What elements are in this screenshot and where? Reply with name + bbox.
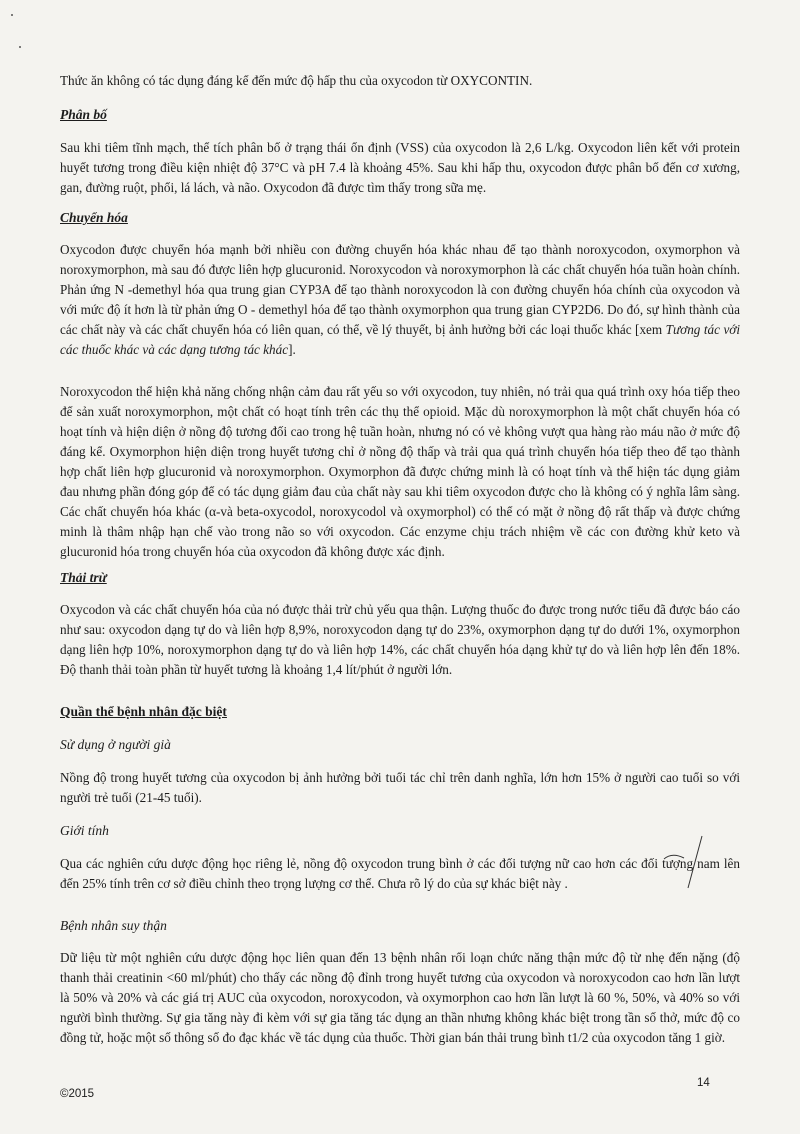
subheading-elderly: Sử dụng ở người già — [60, 737, 171, 752]
section-heading-distribution: Phân bố — [60, 107, 107, 122]
section-heading-metabolism: Chuyển hóa — [60, 210, 128, 225]
elderly-paragraph: Nồng độ trong huyết tương của oxycodon bị ảnh hưởng bởi tuổi tác chỉ trên danh nghĩa, lớn hơn 15% ở người cao tuổi so với người trẻ tuổi (21-45 tuổi). — [60, 770, 740, 805]
renal-paragraph: Dữ liệu từ một nghiên cứu dược động học liên quan đến 13 bệnh nhân rối loạn chức năng thận mức độ từ nhẹ đến nặng (độ thanh thải creatinin <60 ml/phút) cho thấy các nồng độ đỉnh trong huyết tương của oxycodon và noroxycodon cao hơn lần lượt là 50% và 20% và các giá trị AUC của oxycodon, noroxycodon, và oxymorphon cao hơn lần lượt là 60 %, 50%, và 40% so với người bình thường. Sự gia tăng này đi kèm với sự gia tăng tác dụng an thần nhưng không khác biệt trong tần số thở, mức độ co đồng tử, hoặc một số thông số đo đạc khác về tác dụng của thuốc. Thời gian bán thải trung bình t1/2 của oxycodon tăng 1 giờ. — [60, 950, 740, 1045]
section-heading-elimination: Thải trừ — [60, 570, 107, 585]
subheading-renal: Bệnh nhân suy thận — [60, 918, 167, 933]
elimination-paragraph: Oxycodon và các chất chuyển hóa của nó được thải trừ chủ yếu qua thận. Lượng thuốc đo được trong nước tiểu đã được báo cáo như sau: oxycodon dạng tự do và liên hợp 8,9%, noroxycodon dạng tự do 23%, oxymorphon dạng tự do dưới 1%, oxymorphon dạng liên hợp 10%, noroxymorphon dạng tự do và liên hợp 14%, các chất chuyển hóa dạng khử tự do và liên hợp lên đến 18%. Độ thanh thải toàn phần từ huyết tương là khoảng 1,4 lít/phút ở người lớn. — [60, 602, 740, 677]
intro-text: Thức ăn không có tác dụng đáng kể đến mức độ hấp thu của oxycodon từ OXYCONTIN. — [60, 73, 533, 88]
metabolism-paragraph-2: Noroxycodon thể hiện khả năng chống nhận cảm đau rất yếu so với oxycodon, tuy nhiên, nó trải qua quá trình oxy hóa tiếp theo để sản xuất noroxymorphon, một chất có hoạt tính trên các thụ thể opioid. Mặc dù noroxymorphon là một chất chuyển hóa có hoạt tính và hiện diện ở nồng độ tương đối cao trong hệ tuần hoàn, nhưng nó có vẻ không vượt qua hàng rào máu não ở mức độ đáng kể. Oxymorphon hiện diện trong huyết tương chỉ ở nồng độ thấp và trải qua quá trình chuyển hóa tiếp theo để tạo thành hợp chất liên hợp glucuronid và noroxymorphon. Oxymorphon đã được chứng minh là có hoạt tính và thể hiện tác dụng giảm đau nhưng phần đóng góp để có tác dụng giảm đau của chất này sau khi tiêm oxycodon được cho là không có ý nghĩa lâm sàng. Các chất chuyển hóa khác (α-và beta-oxycodol, noroxycodol và oxymorphol) có thể có mặt ở nồng độ rất thấp và được chứng minh là thâm nhập hạn chế vào trong não so với oxycodon. Các enzyme chịu trách nhiệm về các con đường khử keto và glucuronid hóa trong chuyển hóa của oxycodon đã không được xác định. — [60, 384, 740, 559]
page-number: 14 — [697, 1077, 710, 1089]
metabolism-reference: Tương tác với các thuốc khác và các dạng tương tác khác — [60, 322, 740, 357]
copyright: ©2015 — [60, 1088, 95, 1100]
subheading-gender: Giới tính — [60, 823, 109, 838]
distribution-paragraph: Sau khi tiêm tĩnh mạch, thể tích phân bố ở trạng thái ổn định (VSS) của oxycodon là 2,6 L/kg. Oxycodon liên kết với protein huyết tương trong điều kiện nhiệt độ 37°C và pH 7.4 là khoảng 45%. Sau khi hấp thu, oxycodon được phân bố đến cơ xương, gan, đường ruột, phổi, lá lách, và não. Oxycodon đã được tìm thấy trong sữa mẹ. — [60, 140, 740, 195]
metabolism-text: Oxycodon được chuyển hóa mạnh bởi nhiều con đường chuyển hóa khác nhau để tạo thành noroxycodon, oxymorphon và noroxymorphon, mà sau đó được liên hợp glucuronid. Noroxycodon và noroxymorphon là các chất chuyển hóa tuần hoàn chính. Phản ứng N -demethyl hóa qua trung gian CYP3A để tạo thành noroxycodon là con đường chuyển hóa chính của oxycodon và với mức độ ít hơn là từ phản ứng O - demethyl hóa để tạo thành oxymorphon qua trung gian CYP2D6. Do đó, sự hình thành của các chất này và các chất chuyển hóa có liên quan, có thể, về lý thuyết, bị ảnh hưởng bởi các loại thuốc khác [xem — [60, 242, 740, 337]
gender-paragraph: Qua các nghiên cứu dược động học riêng lẻ, nồng độ oxycodon trung bình ở các đối tượng nữ cao hơn các đối tượng nam lên đến 25% tính trên cơ sở điều chỉnh theo trọng lượng cơ thể. Chưa rõ lý do của sự khác biệt này . — [60, 856, 740, 891]
section-heading-special-populations: Quần thể bệnh nhân đặc biệt — [60, 704, 227, 719]
metabolism-text-end: ]. — [288, 342, 296, 357]
